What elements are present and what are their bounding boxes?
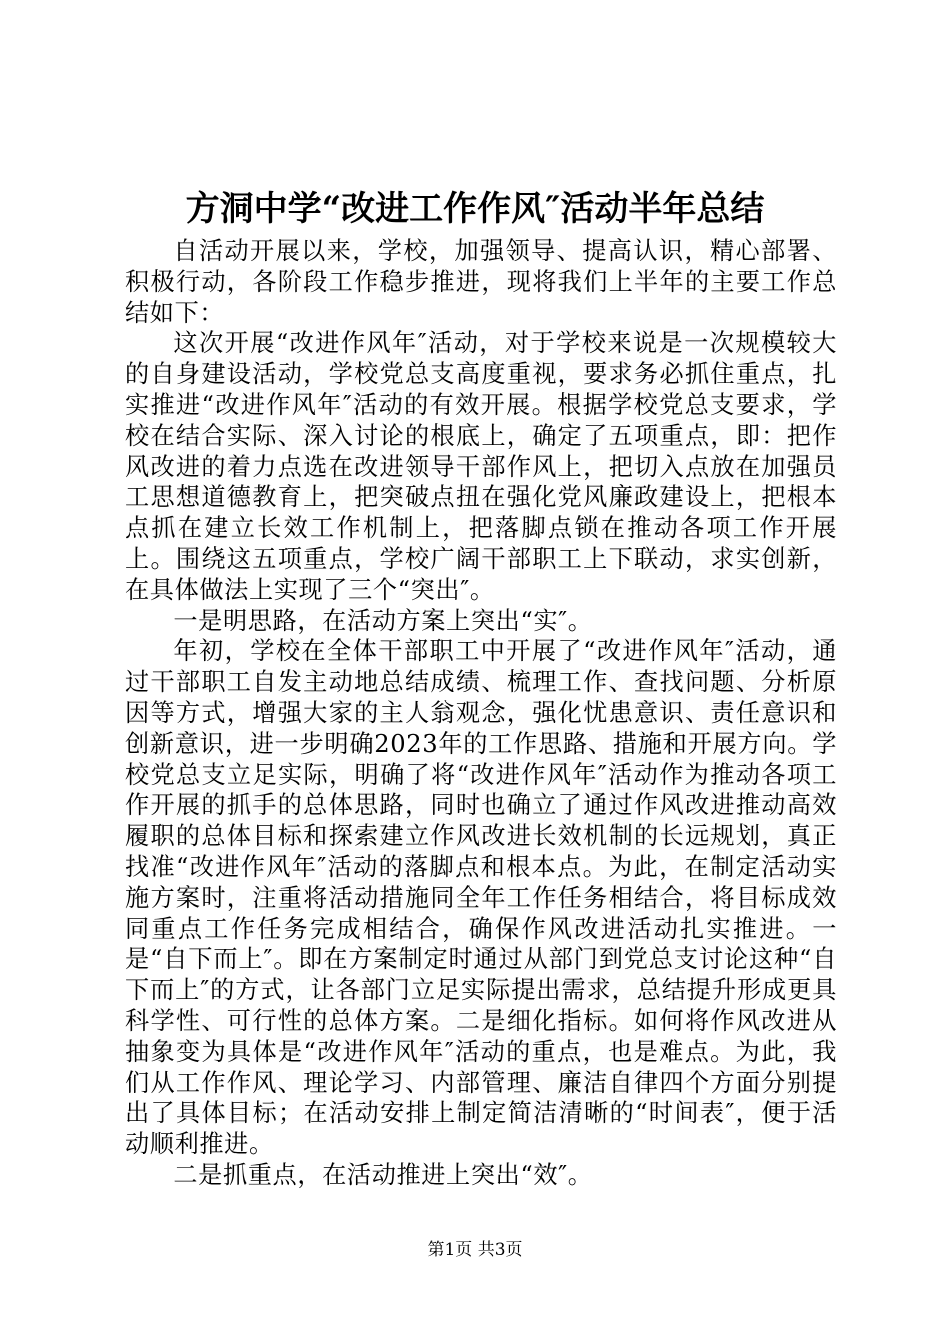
paragraph-overview: 这次开展“改进作风年″活动，对于学校来说是一次规模较大的自身建设活动，学校党总支高度重视，要求务必抓住重点，扎实推进“改进作风年″活动的有效开展。根据学校党总支要求，学校在结合实际、深入讨论的根底上，确定了五项重点，即：把作风改进的着力点选在改进领导干部作风上，把切入点放在加强员工思想道德教育上，把突破点扭在强化党风廉政建设上，把根本点抓在建立长效工作机制上，把落脚点锁在推动各项工作开展上。围绕这五项重点，学校广阔干部职工上下联动，求实创新，在具体做法上实现了三个“突出″。 <box>125 329 837 604</box>
document-body <box>125 236 837 1191</box>
document-title: 方洞中学“改进工作作风″活动半年总结 <box>185 189 765 229</box>
paragraph-intro: 自活动开展以来，学校，加强领导、提高认识，精心部署、积极行动，各阶段工作稳步推进，现将我们上半年的主要工作总结如下： <box>125 237 837 327</box>
paragraph-detail-one: 年初，学校在全体干部职工中开展了“改进作风年″活动，通过干部职工自发主动地总结成绩、梳理工作、查找问题、分析原因等方式，增强大家的主人翁观念，强化忧患意识、责任意识和创新意识，进一步明确2023年的工作思路、措施和开展方向。学校党总支立足实际，明确了将“改进作风年″活动作为推动各项工作开展的抓手的总体思路，同时也确立了通过作风改进推动高效履职的总体目标和探索建立作风改进长效机制的长远规划，真正找准“改进作风年″活动的落脚点和根本点。为此，在制定活动实施方案时，注重将活动措施同全年工作任务相结合，将目标成效同重点工作任务完成相结合，确保作风改进活动扎实推进。一是“自下而上″。即在方案制定时通过从部门到党总支讨论这种“自下而上″的方式，让各部门立足实际提出需求，总结提升形成更具科学性、可行性的总体方案。二是细化指标。如何将作风改进从抽象变为具体是“改进作风年″活动的重点，也是难点。为此，我们从工作作风、理论学习、内部管理、廉洁自律四个方面分别提出了具体目标；在活动安排上制定简洁清晰的“时间表″，便于活动顺利推进。 <box>125 637 837 1159</box>
paragraph-heading-two: 二是抓重点，在活动推进上突出“效″。 <box>173 1160 593 1189</box>
paragraph-heading-one: 一是明思路，在活动方案上突出“实″。 <box>173 606 593 635</box>
page-footer: 第1页 共3页 <box>427 1240 523 1260</box>
